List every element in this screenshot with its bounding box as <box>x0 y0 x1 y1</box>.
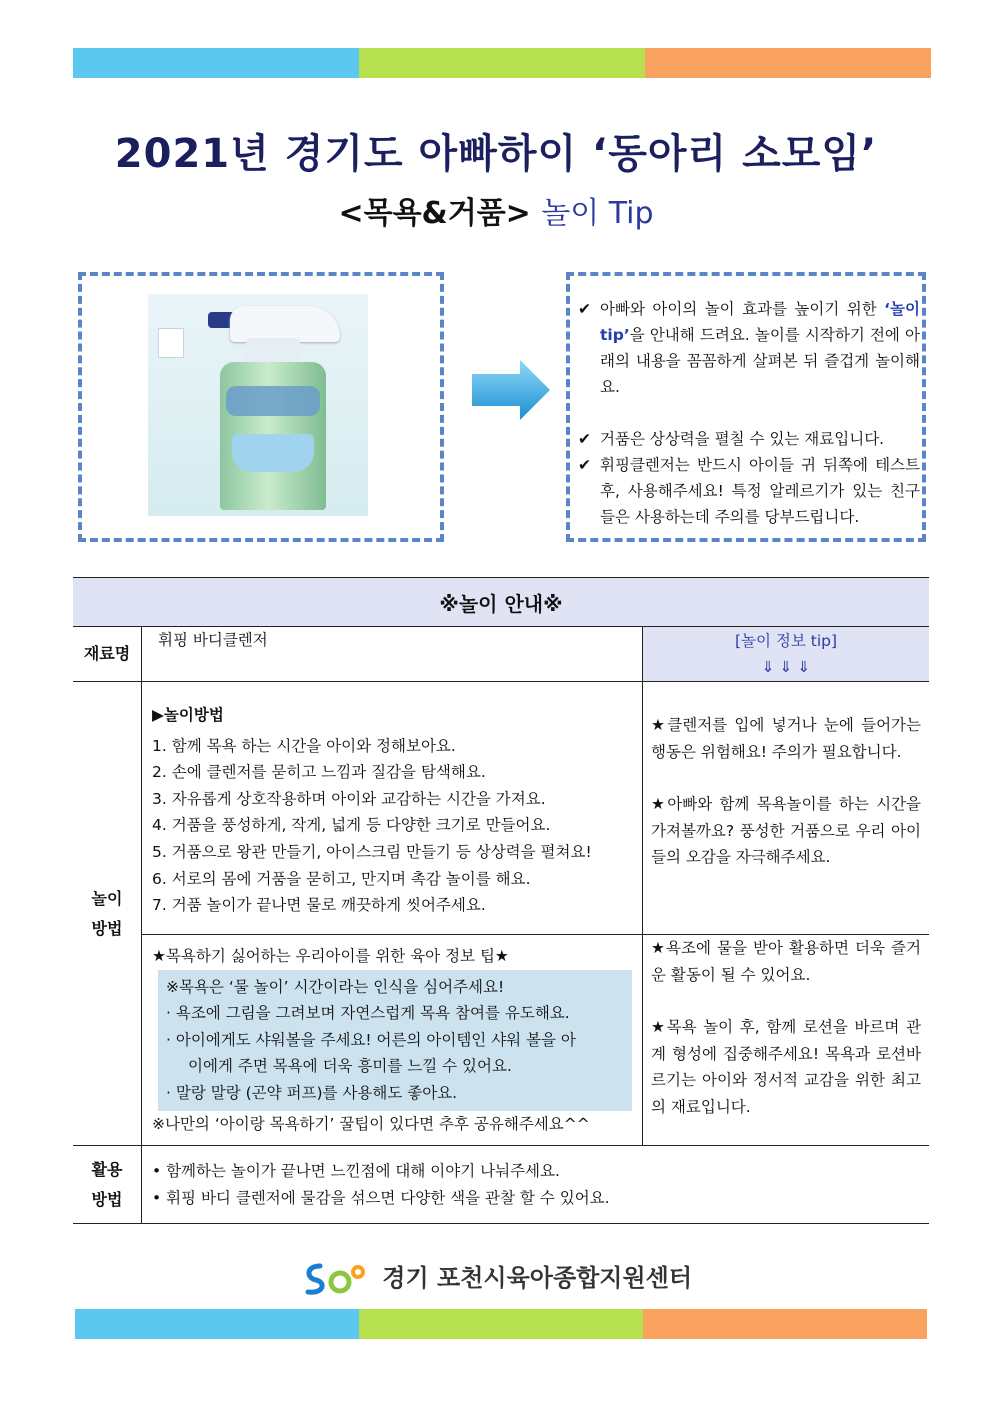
side-tag-shape <box>158 328 184 358</box>
subtitle-tip: 놀이 Tip <box>541 196 654 231</box>
step-4: 4. 거품을 풍성하게, 작게, 넓게 등 다양한 크기로 만들어요. <box>152 816 551 835</box>
top-color-band <box>73 48 931 78</box>
note-3: ★욕조에 물을 받아 활용하면 더욱 즐거운 활동이 될 수 있어요. <box>651 939 921 984</box>
band-green-segment <box>359 48 645 78</box>
note-4: ★목욕 놀이 후, 함께 로션을 바르며 관계 형성에 집중해주세요! 목욕과 로션바르기는 아이와 정서적 교감을 위한 최고의 재료입니다. <box>651 1018 921 1116</box>
center-name: 경기 포천시육아종합지원센터 <box>382 1264 693 1292</box>
step-2: 2. 손에 클렌저를 묻히고 느낌과 질감을 탐색해요. <box>152 763 486 782</box>
material-value: 휘핑 바디클렌저 <box>142 627 643 682</box>
info-tip-title: [놀이 정보 tip] <box>734 632 838 650</box>
whipping-cleanser-image <box>148 294 368 516</box>
parenting-tip-line-4: 이에게 주면 목욕에 더욱 흥미를 느낄 수 있어요. <box>188 1057 512 1076</box>
use-label-line-1: 활용 <box>91 1159 123 1179</box>
page-title: 2021년 경기도 아빠하이 ‘동아리 소모임’ <box>114 131 878 177</box>
method-steps-cell <box>142 682 643 935</box>
tip-item-1 <box>578 296 920 400</box>
parenting-tip-cell <box>142 935 643 1146</box>
tip-list <box>578 296 920 530</box>
spray-trigger <box>230 306 340 342</box>
note-2: ★아빠와 함께 목욕놀이를 하는 시간을 가져볼까요? 풍성한 거품으로 우리 아이들의 오감을 자극해주세요. <box>651 795 921 867</box>
use-label <box>73 1146 142 1224</box>
tip-1-suffix: 을 안내해 드려요. 놀이를 시작하기 전에 아래의 내용을 꼼꼼하게 살펴본 뒤 즐겁게 놀이해요. <box>600 326 920 396</box>
check-icon: ✔ <box>578 456 591 474</box>
table-heading: ※놀이 안내※ <box>73 578 929 627</box>
guide-tip-box <box>566 272 926 542</box>
right-arrow-icon <box>472 360 552 420</box>
play-note-cell-1 <box>643 682 930 935</box>
step-6: 6. 서로의 몸에 거품을 묻히고, 만지며 촉감 놀이를 해요. <box>152 869 531 888</box>
tip-2-text: 거품은 상상력을 펼칠 수 있는 재료입니다. <box>600 430 885 448</box>
play-note-cell-2 <box>643 935 930 1146</box>
tip-item-2 <box>578 426 920 452</box>
subtitle-topic: <목욕&거품> <box>338 196 531 231</box>
parenting-tip-line-2: · 욕조에 그림을 그려보며 자연스럽게 목욕 참여를 유도해요. <box>166 1004 570 1023</box>
note-1: ★클렌저를 입에 넣거나 눈에 들어가는 행동은 위험해요! 주의가 필요합니다. <box>651 716 921 761</box>
down-arrows-icon: ⇓ ⇓ ⇓ <box>761 658 811 676</box>
band-green-segment <box>359 1309 643 1339</box>
step-7: 7. 거품 놀이가 끝나면 물로 깨끗하게 씻어주세요. <box>152 896 486 915</box>
footer-logo <box>0 1258 992 1298</box>
parenting-tip-line-5: · 말랑 말랑 (곤약 퍼프)를 사용해도 좋아요. <box>166 1083 458 1102</box>
page-subtitle <box>0 188 992 232</box>
band-orange-segment <box>645 48 931 78</box>
band-orange-segment <box>643 1309 927 1339</box>
bottom-color-band <box>75 1309 927 1339</box>
step-3: 3. 자유롭게 상호작용하며 아이와 교감하는 시간을 가져요. <box>152 789 546 808</box>
play-guide-table <box>73 577 929 1224</box>
band-blue-segment <box>75 1309 359 1339</box>
check-icon: ✔ <box>578 300 591 318</box>
parenting-tip-line-3: · 아이에게도 샤워볼을 주세요! 어른의 아이템인 샤워 볼을 아 <box>166 1030 576 1049</box>
use-item-1: • 함께하는 놀이가 끝나면 느낀점에 대해 이야기 나눠주세요. <box>152 1162 560 1180</box>
method-label <box>73 682 142 1146</box>
material-label: 재료명 <box>73 627 142 682</box>
check-icon: ✔ <box>578 430 591 448</box>
bottle-bathtub-graphic <box>232 434 314 472</box>
use-label-line-2: 방법 <box>91 1189 123 1209</box>
method-label-line-1: 놀이 <box>91 888 123 908</box>
band-blue-segment <box>73 48 359 78</box>
parenting-tip-line-1: ※목욕은 ‘물 놀이’ 시간이라는 인식을 심어주세요! <box>166 977 505 996</box>
step-5: 5. 거품으로 왕관 만들기, 아이스크림 만들기 등 상상력을 펼쳐요! <box>152 842 592 861</box>
parenting-tip-heading: ★목욕하기 싫어하는 우리아이를 위한 육아 정보 팁★ <box>152 947 509 965</box>
method-label-line-2: 방법 <box>91 918 123 938</box>
center-logo-icon <box>300 1260 370 1298</box>
tip-1-prefix: 아빠와 아이의 놀이 효과를 높이기 위한 <box>600 300 877 318</box>
use-method-cell <box>142 1146 930 1224</box>
tip-1-highlight: ‘놀이 tip’ <box>600 300 920 344</box>
info-tip-header <box>643 627 930 682</box>
step-1: 1. 함께 목욕 하는 시간을 아이와 정해보아요. <box>152 736 456 755</box>
tip-item-3 <box>578 452 920 530</box>
bottle-label-graphic <box>226 386 320 416</box>
method-heading: ▶놀이방법 <box>152 706 224 724</box>
parenting-tip-box <box>158 970 632 1111</box>
product-image-box <box>78 272 444 542</box>
use-item-2: • 휘핑 바디 클렌저에 물감을 섞으면 다양한 색을 관찰 할 수 있어요. <box>152 1188 610 1207</box>
tip-3-text: 휘핑클렌저는 반드시 아이들 귀 뒤쪽에 테스트 후, 사용해주세요! 특정 알레르기가 있는 친구들은 사용하는데 주의를 당부드립니다. <box>600 456 920 526</box>
parenting-tip-footer: ※나만의 ‘아이랑 목욕하기’ 꿀팁이 있다면 추후 공유해주세요^^ <box>152 1114 590 1133</box>
